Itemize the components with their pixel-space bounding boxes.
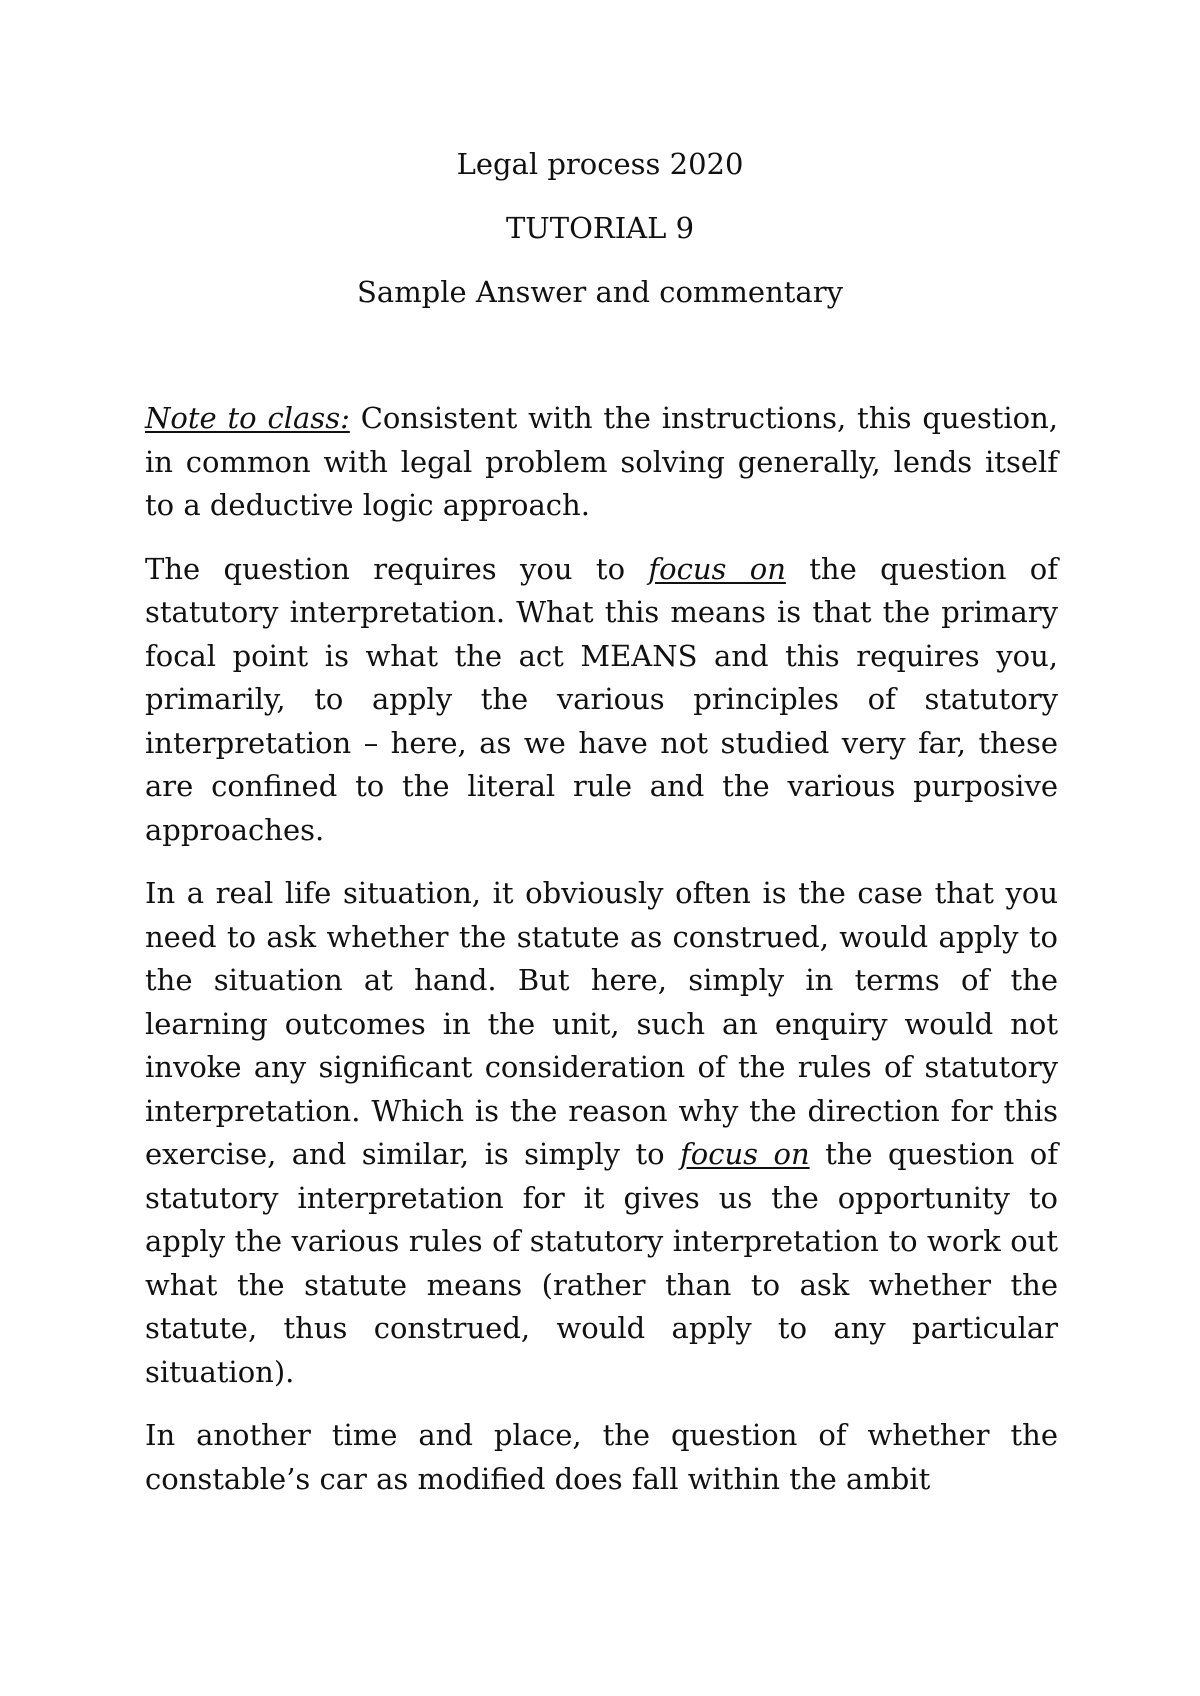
paragraph-note (145, 397, 1058, 528)
paragraph-focus-before: The question requires you to (145, 551, 649, 586)
paragraph-another-time-text: In another time and place, the question of whether the constable’s car as modified does fall within the ambit (145, 1418, 1058, 1496)
paragraph-real-life (145, 872, 1058, 1394)
note-text: Consistent with the instructions, this question, in common with legal problem solving generally, lends itself to a deductive logic approach. (145, 401, 1058, 522)
note-label: Note to class: (145, 401, 350, 435)
focus-emphasis: focus on (648, 551, 786, 586)
paragraph-focus (145, 548, 1058, 853)
document-body (145, 397, 1058, 1521)
document-subtitle: Sample Answer and commentary (357, 275, 843, 309)
paragraph-real-life-before: In a real life situation, it obviously often is the case that you need to ask whether the statute as construed, would apply to the situation at hand. But here, simply in terms of the learning outcomes in the unit, such an enquiry would not invoke any significant consideration of the rules of statutory interpretation. Which is the reason why the direction for this exercise, and similar, is simply to (145, 876, 1058, 1171)
tutorial-title: TUTORIAL 9 (505, 211, 695, 245)
course-title: Legal process 2020 (456, 147, 744, 181)
paragraph-another-time (145, 1414, 1058, 1501)
focus-emphasis-2: focus on (680, 1137, 810, 1171)
paragraph-focus-after: the question of statutory interpretation. What this means is that the primary focal point is what the act MEANS and this requires you, primarily, to apply the various principles of statutory interpretation – here, as we have not studied very far, these are confined to the literal rule and the various purposive approaches. (145, 551, 1058, 847)
paragraph-real-life-after: the question of statutory interpretation for it gives us the opportunity to apply the various rules of statutory interpretation to work out what the statute means (rather than to ask whether the statute, thus construed, would apply to any particular situation). (145, 1137, 1058, 1389)
